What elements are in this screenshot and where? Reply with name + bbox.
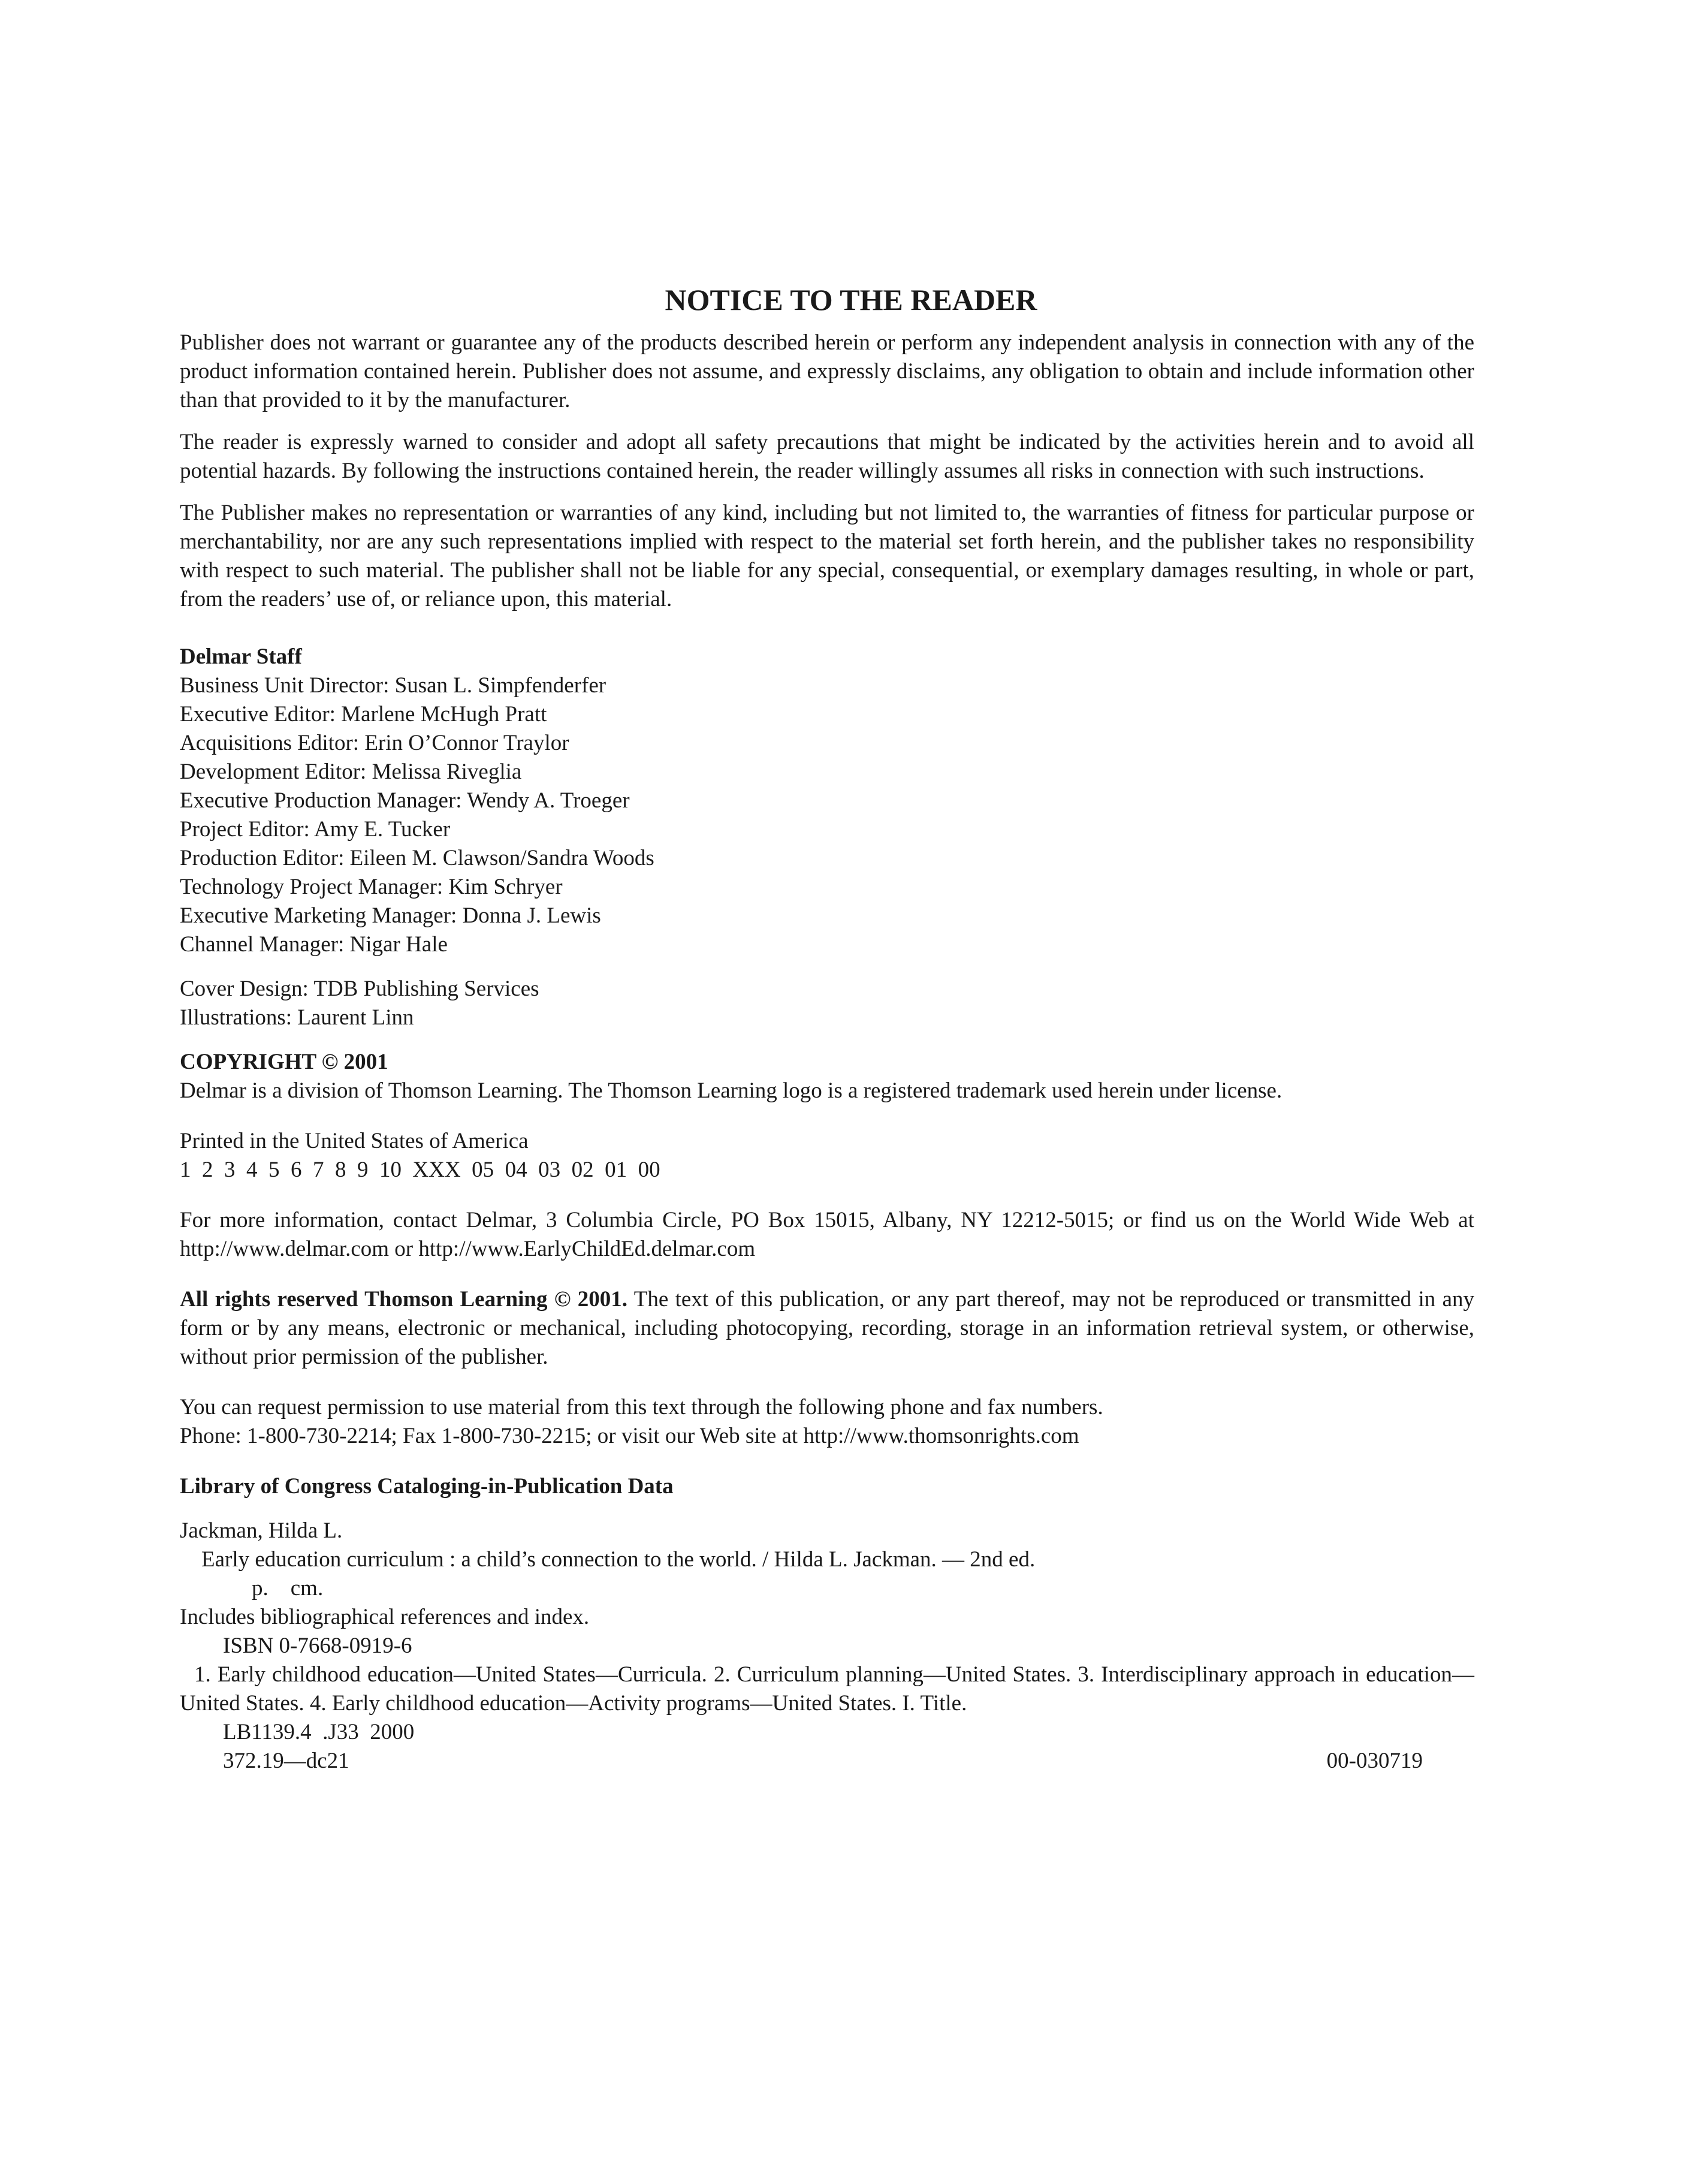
permission-request: You can request permission to use material from this text through the following phone and fax numbers. (180, 1395, 1103, 1419)
notice-paragraph-2: The reader is expressly warned to consider and adopt all safety precautions that might be indicated by the activities herein and to avoid all potential hazards. By following the instructions contained herein, the reader willingly assumes all risks in connection with such instructions. (180, 430, 1474, 483)
copyright-page (180, 282, 1474, 1776)
notice-title: NOTICE TO THE READER (665, 283, 1037, 317)
staff-line: Project Editor: Amy E. Tucker (180, 817, 451, 842)
staff-line: Executive Marketing Manager: Donna J. Lewis (180, 903, 601, 928)
staff-line: Technology Project Manager: Kim Schryer (180, 875, 563, 899)
cip-section (180, 1472, 1474, 1776)
staff-line: Business Unit Director: Susan L. Simpfenderfer (180, 673, 606, 698)
cip-pages: p. cm. (252, 1576, 324, 1601)
illustrations-credit: Illustrations: Laurent Linn (180, 1005, 414, 1030)
staff-line: Channel Manager: Nigar Hale (180, 932, 448, 957)
copyright-section (180, 1048, 1474, 1105)
printing-line: 1 2 3 4 5 6 7 8 9 10 XXX 05 04 03 02 01 00 (180, 1158, 660, 1182)
cip-lc-class: LB1139.4 .J33 2000 (223, 1720, 415, 1744)
cip-dewey: 372.19—dc21 (223, 1749, 349, 1773)
permission-contact: Phone: 1-800-730-2214; Fax 1-800-730-2215; or visit our Web site at http://www.thomsonrights.com (180, 1424, 1079, 1448)
staff-line: Production Editor: Eileen M. Clawson/Sandra Woods (180, 846, 654, 870)
permission-section (180, 1393, 1474, 1451)
cip-heading: Library of Congress Cataloging-in-Publication Data (180, 1474, 674, 1499)
staff-line: Executive Editor: Marlene McHugh Pratt (180, 702, 547, 727)
cip-title: Early education curriculum : a child’s connection to the world. / Hilda L. Jackman. — 2nd ed. (201, 1547, 1036, 1572)
contact-info: For more information, contact Delmar, 3 Columbia Circle, PO Box 15015, Albany, NY 12212-5015; or find us on the World Wide Web at http://www.delmar.com or http://www.EarlyChildEd.delmar.com (180, 1208, 1474, 1261)
staff-line: Development Editor: Melissa Riveglia (180, 759, 522, 784)
rights-statement (180, 1285, 1474, 1372)
cip-subjects: 1. Early childhood education—United States—Curricula. 2. Curriculum planning—United States. 3. Interdisciplinary approach in education—United States. 4. Early childhood education—Activity programs—United States. I. Title. (180, 1662, 1474, 1716)
credits-section (180, 975, 1474, 1032)
staff-line: Acquisitions Editor: Erin O’Connor Traylor (180, 731, 569, 755)
notice-paragraph-1: Publisher does not warrant or guarantee any of the products described herein or perform any independent analysis in connection with any of the product information contained herein. Publisher does not assume, and expressly disclaims, any obligation to obtain and include information other than that provided to it by the manufacturer. (180, 330, 1474, 412)
notice-paragraph-3: The Publisher makes no representation or warranties of any kind, including but not limited to, the warranties of fitness for particular purpose or merchantability, nor are any such representations implied with respect to the material set forth herein, and the publisher takes no responsibility with respect to such material. The publisher shall not be liable for any special, consequential, or exemplary damages resulting, in whole or part, from the readers’ use of, or reliance upon, this material. (180, 501, 1474, 611)
rights-statement-bold: All rights reserved Thomson Learning © 2001. (180, 1287, 628, 1312)
cip-isbn: ISBN 0-7668-0919-6 (223, 1633, 412, 1658)
cip-classification-row (180, 1747, 1474, 1776)
rights-statement-text: The text of this publication, or any part thereof, may not be reproduced or transmitted in any form or by any means, electronic or mechanical, including photocopying, recording, storage in an information retrieval system, or otherwise, without prior permission of the publisher. (180, 1287, 1474, 1369)
copyright-text: Delmar is a division of Thomson Learning. The Thomson Learning logo is a registered trademark used herein under license. (180, 1078, 1282, 1103)
printing-section (180, 1127, 1474, 1185)
cover-design-credit: Cover Design: TDB Publishing Services (180, 976, 539, 1001)
staff-section (180, 643, 1474, 959)
printed-in: Printed in the United States of America (180, 1129, 529, 1153)
staff-heading: Delmar Staff (180, 644, 302, 669)
copyright-heading: COPYRIGHT © 2001 (180, 1050, 388, 1074)
cip-includes: Includes bibliographical references and index. (180, 1605, 590, 1629)
cip-lccn: 00-030719 (1326, 1749, 1423, 1773)
staff-line: Executive Production Manager: Wendy A. Troeger (180, 788, 630, 813)
notice-section (180, 328, 1474, 614)
cip-author: Jackman, Hilda L. (180, 1518, 343, 1543)
